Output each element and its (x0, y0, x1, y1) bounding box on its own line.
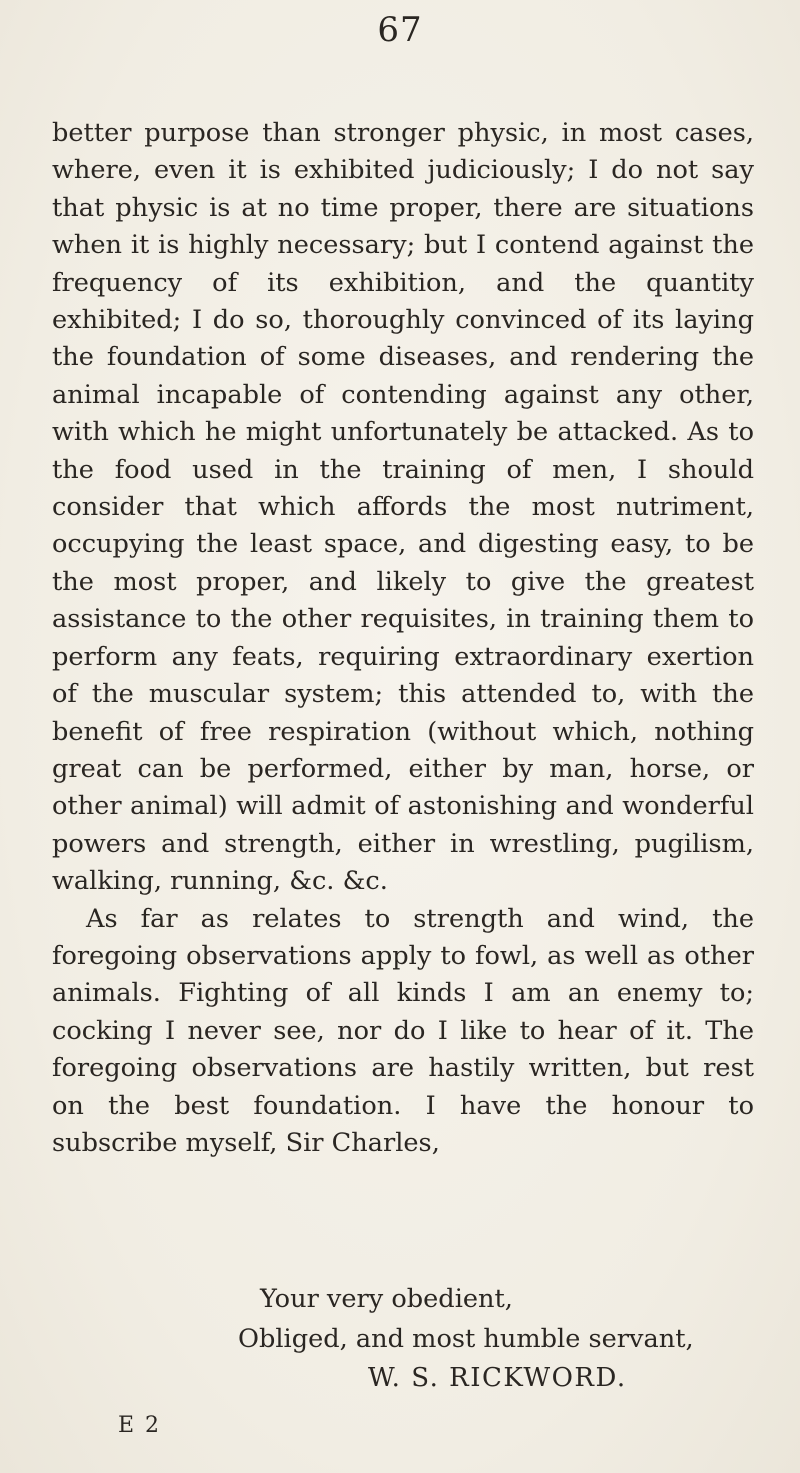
signature (368, 1363, 627, 1393)
paragraph-1: better purpose than stronger physic, in most cases, where, even it is exhibited judiciously; I do not say that physic is at no time proper, there are situations when it is highly necessary; but I contend against the frequency of its exhibition, and the quantity exhibited; I do so, thoroughly convinced of its laying the foundation of some diseases, and rendering the animal incapable of contending against any other, with which he might unfortunately be attacked. As to the food used in the training of men, I should consider that which affords the most nutriment, occupying the least space, and digesting easy, to be the most proper, and likely to give the greatest assistance to the other requisites, in training them to perform any feats, requiring extraordinary exertion of the muscular system; this attended to, with the benefit of free respiration (without which, nothing great can be performed, either by man, horse, or other animal) will admit of astonishing and wonderful powers and strength, either in wrestling, pugilism, walking, running, &c. &c. (52, 118, 754, 897)
page-number: 67 (377, 10, 423, 50)
paragraph-2: As far as relates to strength and wind, the foregoing observations apply to fowl, as well as other animals. Fighting of all kinds I am an enemy to; cocking I never see, nor do I like to hear of it. The foregoing observations are hastily written, but rest on the best foundation. I have the honour to subscribe myself, Sir Charles, (52, 903, 754, 1158)
signature-mark: E 2 (118, 1413, 162, 1438)
signature-text: W. S. RICKWORD. (368, 1363, 627, 1393)
body-text (52, 115, 754, 1162)
closing-line-2: Obliged, and most humble servant, (238, 1324, 694, 1354)
closing-line-1: Your very obedient, (260, 1284, 513, 1314)
